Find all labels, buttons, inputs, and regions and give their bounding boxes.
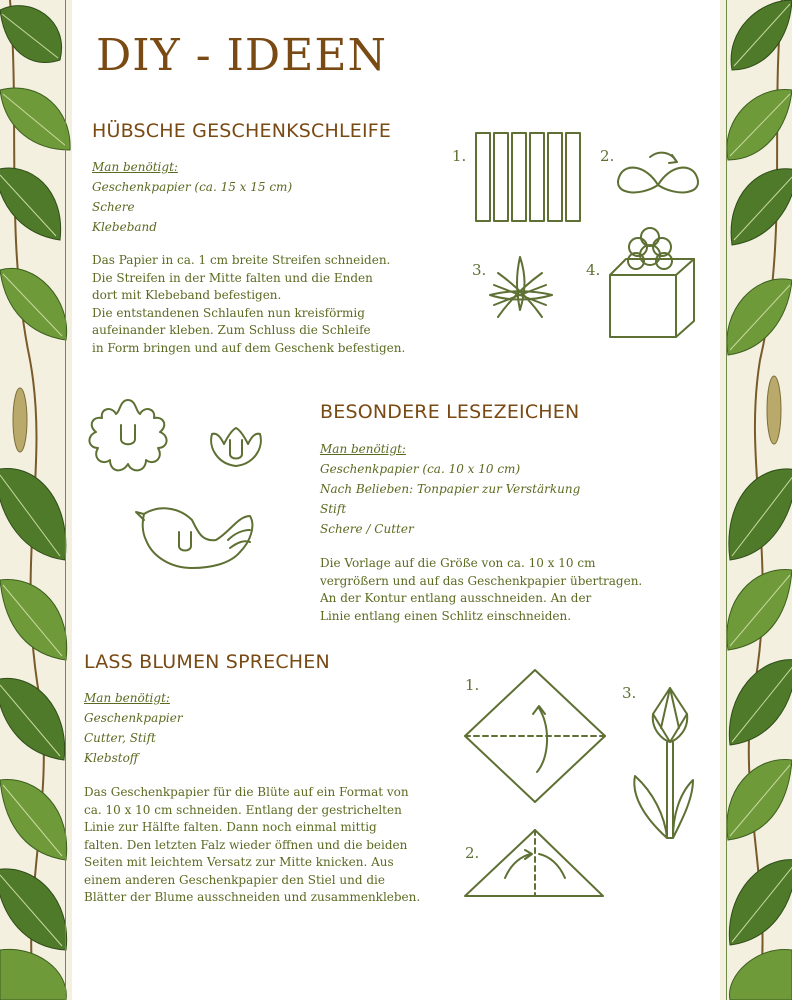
gift-box-icon — [610, 228, 694, 337]
needs-heading: Man benötigt: — [92, 160, 178, 174]
needs-item: Geschenkpapier (ca. 10 x 10 cm) — [320, 462, 521, 476]
tulip-bookmark-icon — [211, 428, 261, 466]
left-leaf-border — [0, 0, 72, 1000]
text-line: einem anderen Geschenkpapier den Stiel und die — [84, 872, 385, 887]
step-label: 3. — [622, 684, 637, 702]
text-line: Die Vorlage auf die Größe von ca. 10 x 10 cm — [320, 556, 596, 570]
text-line: An der Kontur entlang ausschneiden. An der — [320, 591, 592, 605]
needs-item: Geschenkpapier (ca. 15 x 15 cm) — [92, 180, 293, 194]
text-line: Das Geschenkpapier für die Blüte auf ein Format von — [84, 785, 409, 799]
section-heading-bow: HÜBSCHE GESCHENKSCHLEIFE — [92, 120, 392, 142]
step-label: 3. — [472, 261, 487, 279]
bird-bookmark-icon — [136, 508, 252, 568]
bow-steps-illustration — [450, 125, 720, 365]
needs-item: Geschenkpapier — [84, 711, 183, 725]
text-line: aufeinander kleben. Zum Schluss die Schleife — [92, 323, 371, 337]
flower-bookmark-icon — [89, 400, 166, 470]
text-line: Seiten mit leichtem Versatz zur Mitte knicken. Aus — [84, 855, 394, 869]
step-label: 1. — [452, 147, 467, 165]
needs-item: Schere — [92, 200, 135, 214]
needs-item: Nach Belieben: Tonpapier zur Verstärkung — [320, 482, 581, 496]
needs-heading: Man benötigt: — [84, 691, 170, 705]
page-title: DIY - IDEEN — [96, 30, 387, 81]
flower-fold-illustration — [455, 668, 720, 913]
text-line: Linie zur Hälfte falten. Dann noch einmal mittig — [84, 820, 377, 834]
text-line: Die Streifen in der Mitte falten und die Enden — [92, 270, 373, 285]
step-label: 4. — [586, 261, 601, 279]
text-line: Die entstandenen Schlaufen nun kreisförmig — [92, 305, 365, 320]
needs-item: Stift — [320, 502, 347, 516]
text-line: ca. 10 x 10 cm schneiden. Entlang der gestrichelten — [84, 802, 402, 817]
needs-list-bookmark — [320, 439, 580, 539]
text-line: vergrößern und auf das Geschenkpapier übertragen. — [320, 573, 643, 588]
needs-list-flower — [84, 688, 183, 768]
folding-square-icon — [465, 670, 605, 802]
right-leaf-border — [720, 0, 792, 1000]
needs-item: Klebeband — [92, 220, 157, 234]
needs-item: Klebstoff — [84, 751, 139, 765]
birch-leaves-left-icon — [0, 0, 72, 1000]
instructions-bookmark — [320, 555, 642, 625]
step-label: 2. — [600, 147, 615, 165]
loop-star-icon — [490, 257, 552, 317]
text-line: in Form bringen und auf dem Geschenk befestigen. — [92, 340, 406, 355]
step-label: 1. — [465, 676, 480, 694]
birch-leaves-right-icon — [720, 0, 792, 1000]
paper-strips-icon — [476, 133, 580, 221]
needs-item: Schere / Cutter — [320, 522, 414, 536]
folded-loop-icon — [618, 153, 698, 193]
needs-list-bow — [92, 157, 292, 237]
tulip-flower-icon — [634, 688, 693, 838]
section-heading-bookmark: BESONDERE LESEZEICHEN — [320, 401, 580, 423]
text-line: Das Papier in ca. 1 cm breite Streifen schneiden. — [92, 253, 391, 267]
folding-triangle-icon — [465, 830, 603, 896]
instructions-bow — [92, 252, 405, 357]
bookmark-templates-illustration — [80, 392, 310, 592]
text-line: dort mit Klebeband befestigen. — [92, 288, 282, 302]
needs-item: Cutter, Stift — [84, 731, 156, 745]
text-line: falten. Den letzten Falz wieder öffnen und die beiden — [84, 837, 408, 852]
instructions-flower — [84, 784, 420, 907]
section-heading-flower: LASS BLUMEN SPRECHEN — [84, 651, 330, 673]
step-label: 2. — [465, 844, 480, 862]
text-line: Linie entlang einen Schlitz einschneiden. — [320, 608, 572, 623]
text-line: Blätter der Blume ausschneiden und zusammenkleben. — [84, 890, 421, 904]
needs-heading: Man benötigt: — [320, 442, 406, 456]
